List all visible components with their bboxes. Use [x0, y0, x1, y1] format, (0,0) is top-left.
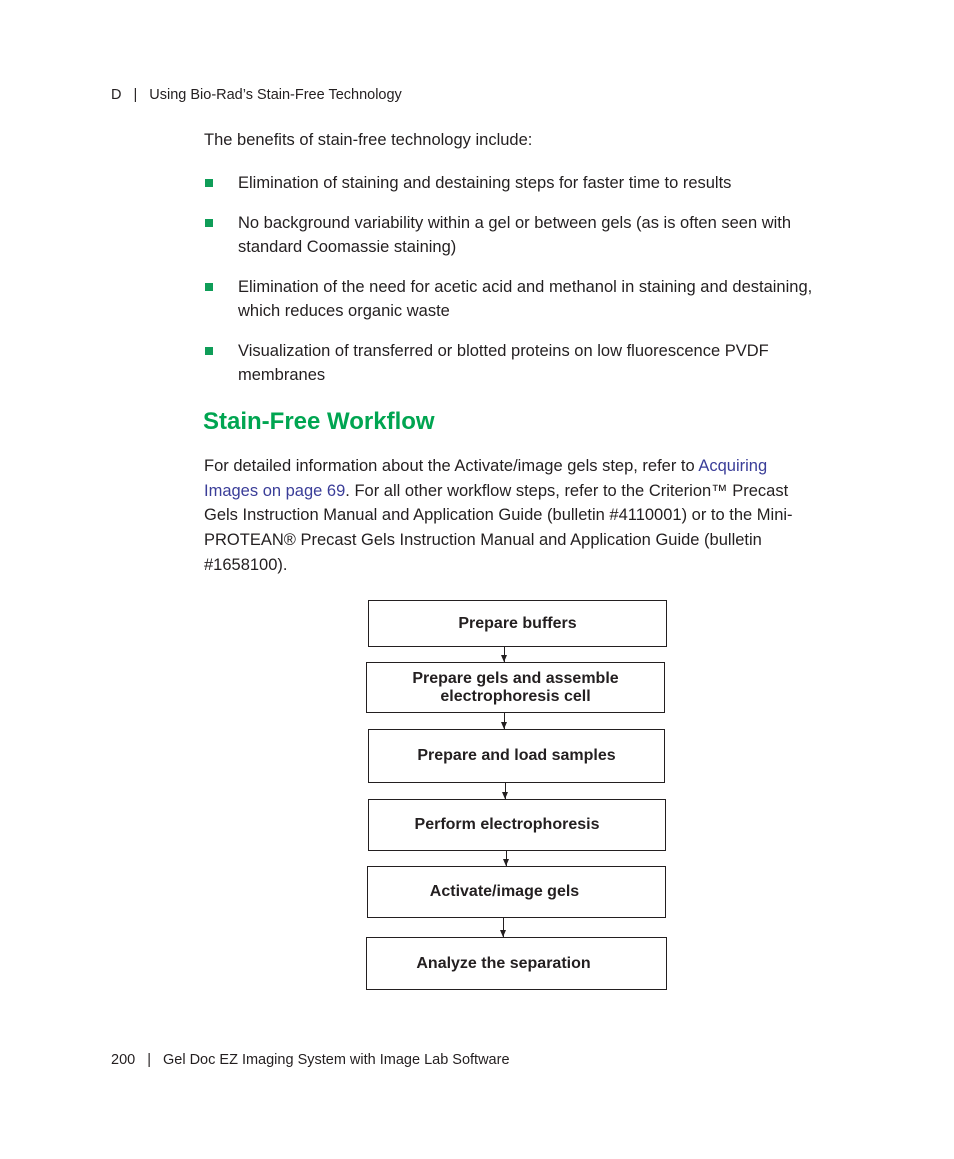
list-item — [204, 339, 814, 388]
flow-step-label: Prepare gels and assemble electrophoresis cell — [412, 669, 619, 705]
list-item — [204, 211, 814, 260]
flow-step-label: Activate/image gels — [429, 883, 580, 900]
section-letter: D — [111, 87, 122, 103]
list-item — [204, 171, 814, 196]
list-item-text: Visualization of transferred or blotted proteins on low fluorescence PVDF membranes — [238, 341, 769, 384]
square-bullet-icon — [205, 179, 213, 187]
intro-text: The benefits of stain-free technology include: — [204, 131, 533, 149]
flow-step-label: Prepare and load samples — [417, 747, 616, 764]
flow-step-prepare-buffers — [368, 600, 667, 647]
benefits-list — [204, 171, 814, 403]
flow-step-activate-image — [367, 866, 666, 918]
section-title: Stain-Free Workflow — [203, 408, 435, 435]
list-item — [204, 275, 814, 324]
flow-step-label: Prepare buffers — [458, 614, 577, 632]
square-bullet-icon — [205, 283, 213, 291]
chapter-title: Using Bio-Rad’s Stain-Free Technology — [149, 87, 402, 103]
square-bullet-icon — [205, 347, 213, 355]
paragraph-text-before-link: For detailed information about the Activate/image gels step, refer to — [204, 457, 699, 475]
list-item-text: No background variability within a gel or between gels (as is often seen with standard Coomassie staining) — [238, 213, 792, 256]
running-header — [111, 87, 402, 103]
footer-separator: | — [147, 1052, 151, 1068]
workflow-paragraph — [204, 454, 819, 578]
list-item-text: Elimination of the need for acetic acid and methanol in staining and destaining, which reduces organic waste — [238, 277, 813, 320]
running-footer — [111, 1052, 510, 1068]
flow-step-label: Analyze the separation — [416, 954, 591, 972]
paragraph-text-after-link: . For all other workflow steps, refer to the Criterion™ Precast Gels Instruction Manual and Application Guide (bulletin #4110001) or to the Mini-PROTEAN® Precast Gels Instruction Manual and Application Guide (bulletin #1658100). — [204, 481, 793, 574]
header-separator: | — [133, 87, 138, 103]
flow-step-electrophoresis — [368, 799, 666, 851]
flow-step-load-samples — [368, 729, 665, 783]
square-bullet-icon — [205, 219, 213, 227]
flow-step-prepare-gels — [366, 662, 665, 713]
flow-step-analyze — [366, 937, 667, 990]
list-item-text: Elimination of staining and destaining steps for faster time to results — [238, 174, 732, 192]
page-number: 200 — [111, 1052, 136, 1068]
acquiring-images-link[interactable]: Acquiring Images on page 69 — [204, 457, 768, 500]
flow-step-label: Perform electrophoresis — [414, 816, 600, 833]
book-title: Gel Doc EZ Imaging System with Image Lab Software — [162, 1052, 510, 1068]
